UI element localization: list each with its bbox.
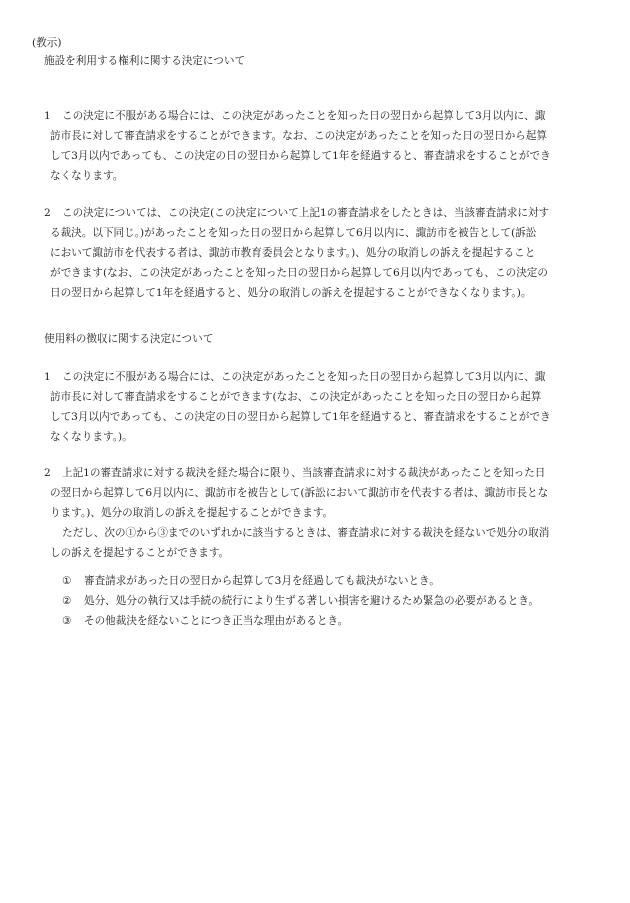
paragraph-line: 訪市長に対して審査請求をすることができます。なお、この決定があったことを知った日の翌日から起算 — [50, 130, 547, 142]
paragraph-line: の翌日から起算して6月以内に、諏訪市を被告として(訴訟において諏訪市を代表する者は、諏訪市長とな — [50, 487, 549, 499]
list-marker: ③ — [62, 615, 72, 627]
list-item — [62, 571, 602, 591]
paragraph-line: しの訴えを提起することができます。 — [50, 547, 230, 559]
paragraph-line: この決定については、この決定(この決定について上記1の審査請求をしたときは、当該審査請求に対す — [62, 207, 550, 219]
list-item — [62, 591, 602, 611]
paragraph-line: 訪市長に対して審査請求をすることができます(なお、この決定があったことを知った日の翌日から起算 — [50, 391, 542, 403]
paragraph-line: この決定に不服がある場合には、この決定があったことを知った日の翌日から起算して3月以内に、諏 — [62, 371, 546, 383]
exception-list — [62, 571, 602, 631]
list-item-text: その他裁決を経ないことにつき正当な理由があるとき。 — [84, 615, 349, 627]
section2-paragraph-2 — [44, 463, 596, 563]
paragraph-number: 1 — [44, 110, 51, 122]
paragraph-line: なくなります。)。 — [50, 431, 133, 443]
paragraph-number: 2 — [44, 207, 51, 219]
section-heading-facility-rights: 施設を利用する権利に関する決定について — [44, 55, 246, 67]
paragraph-line: ただし、次の①から③までのいずれかに該当するときは、審査請求に対する裁決を経ないで処分の取消 — [62, 527, 550, 539]
paragraph-line: ができます(なお、この決定があったことを知った日の翌日から起算して6月以内であっても、この決定の — [50, 267, 548, 279]
paragraph-line: ります。)、処分の取消しの訴えを提起することができます。 — [50, 507, 334, 519]
section2-paragraph-1 — [44, 367, 596, 447]
paragraph-line: なくなります。 — [50, 170, 124, 182]
section1-paragraph-2 — [44, 203, 596, 303]
paragraph-line: して3月以内であっても、この決定の日の翌日から起算して1年を経過すると、審査請求をすることができ — [50, 411, 551, 423]
paragraph-line: 上記1の審査請求に対する裁決を経た場合に限り、当該審査請求に対する裁決があったことを知った日 — [62, 467, 546, 479]
paragraph-line: において諏訪市を代表する者は、諏訪市教育委員会となります。)、処分の取消しの訴えを提起すること — [50, 247, 536, 259]
paragraph-line: 日の翌日から起算して1年を経過すると、処分の取消しの訴えを提起することができなくなります。)。 — [50, 287, 532, 299]
list-item-text: 審査請求があった日の翌日から起算して3月を経過しても裁決がないとき。 — [84, 575, 440, 587]
list-item-text: 処分、処分の執行又は手続の続行により生ずる著しい損害を避けるため緊急の必要があるとき。 — [84, 595, 540, 607]
paragraph-number: 2 — [44, 467, 51, 479]
section-heading-usage-fee: 使用料の徴収に関する決定について — [44, 333, 214, 345]
notice-label: (教示) — [32, 37, 62, 49]
list-marker: ② — [62, 595, 72, 607]
list-item — [62, 611, 602, 631]
paragraph-number: 1 — [44, 371, 51, 383]
section1-paragraph-1 — [44, 106, 596, 186]
paragraph-line: して3月以内であっても、この決定の日の翌日から起算して1年を経過すると、審査請求をすることができ — [50, 150, 551, 162]
list-marker: ① — [62, 575, 72, 587]
paragraph-line: この決定に不服がある場合には、この決定があったことを知った日の翌日から起算して3月以内に、諏 — [62, 110, 546, 122]
paragraph-line: る裁決。以下同じ。)があったことを知った日の翌日から起算して6月以内に、諏訪市を被告として(訴訟 — [50, 227, 537, 239]
